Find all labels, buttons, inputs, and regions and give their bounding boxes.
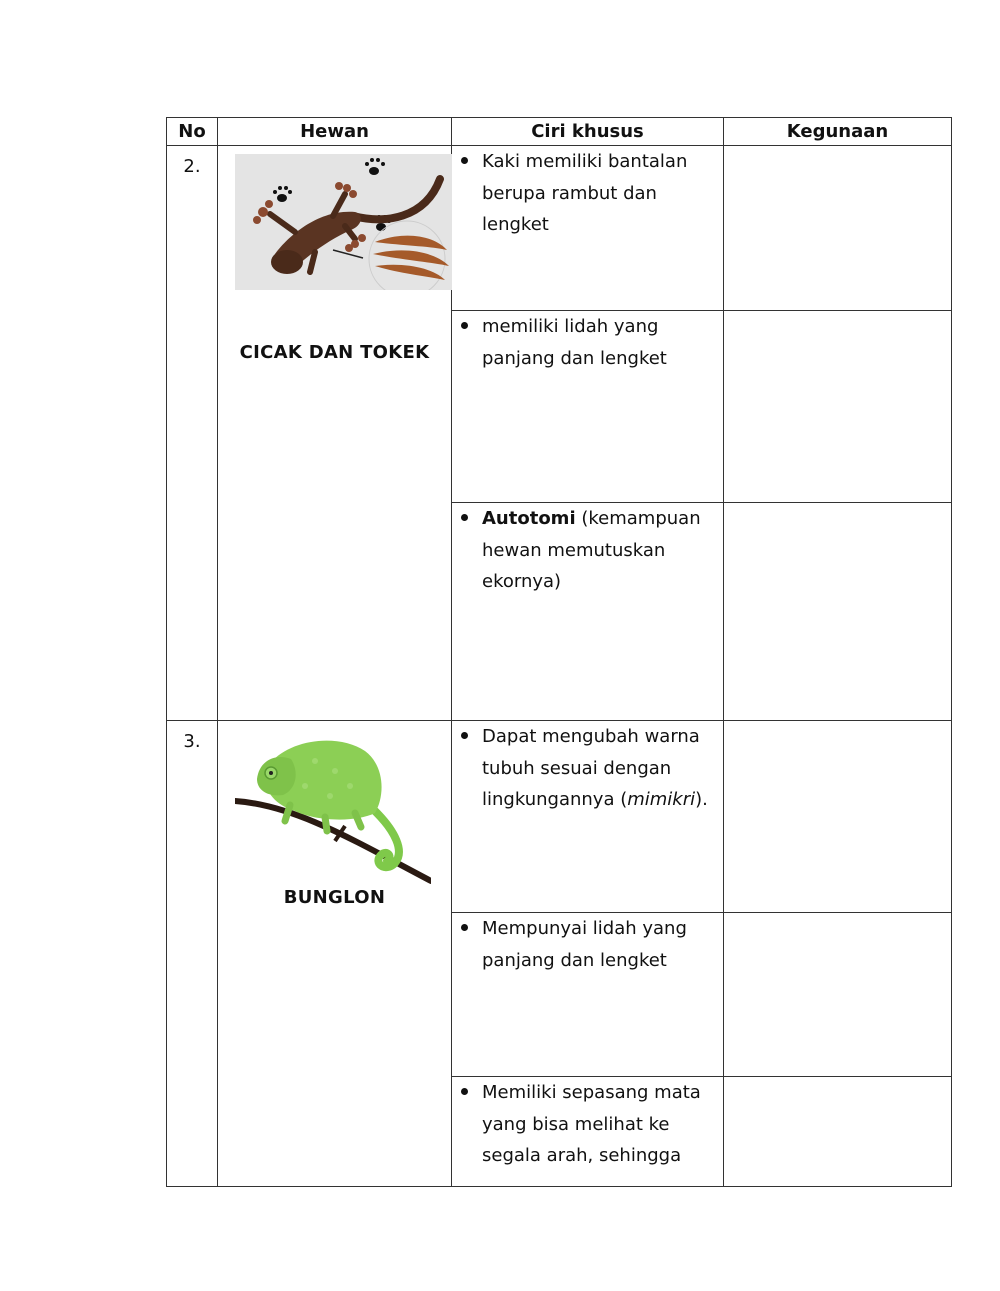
ciri-text: Autotomi (kemampuan hewan memutuskan ekornya) — [482, 508, 701, 592]
row-number: 2. — [167, 146, 218, 721]
kegunaan-cell[interactable] — [724, 503, 952, 721]
bullet-icon — [461, 157, 468, 164]
ciri-khusus-cell — [452, 721, 724, 913]
bullet-icon — [461, 322, 468, 329]
kegunaan-cell[interactable] — [724, 311, 952, 503]
bullet-icon — [461, 1088, 468, 1095]
bullet-icon — [461, 732, 468, 739]
ciri-khusus-cell — [452, 913, 724, 1077]
chameleon-photo-icon — [235, 731, 431, 887]
row-number: 3. — [167, 721, 218, 1187]
ciri-khusus-cell — [452, 311, 724, 503]
header-no: No — [167, 118, 218, 146]
header-kegunaan: Kegunaan — [724, 118, 952, 146]
bullet-icon — [461, 924, 468, 931]
kegunaan-cell[interactable] — [724, 1077, 952, 1187]
kegunaan-cell[interactable] — [724, 913, 952, 1077]
animal-cell — [218, 721, 452, 1187]
ciri-text: Dapat mengubah warna tubuh sesuai dengan lingkungannya (mimikri). — [482, 726, 708, 810]
animal-name: CICAK DAN TOKEK — [239, 342, 430, 363]
ciri-text: Mempunyai lidah yang panjang dan lengket — [482, 918, 687, 971]
ciri-text: Kaki memiliki bantalan berupa rambut dan lengket — [482, 151, 688, 235]
animal-cell — [218, 146, 452, 721]
animal-table — [166, 117, 952, 1187]
ciri-text: memiliki lidah yang panjang dan lengket — [482, 316, 667, 369]
ciri-text: Memiliki sepasang mata yang bisa melihat ke segala arah, sehingga — [482, 1082, 701, 1166]
header-ciri-khusus: Ciri khusus — [452, 118, 724, 146]
header-hewan: Hewan — [218, 118, 452, 146]
bullet-icon — [461, 514, 468, 521]
table-row — [167, 146, 952, 311]
table-row — [167, 721, 952, 913]
animal-name: BUNGLON — [283, 887, 386, 908]
kegunaan-cell[interactable] — [724, 721, 952, 913]
ciri-khusus-cell — [452, 146, 724, 311]
gecko-photo-icon — [235, 154, 452, 290]
header-row — [167, 118, 952, 146]
kegunaan-cell[interactable] — [724, 146, 952, 311]
ciri-khusus-cell — [452, 1077, 724, 1187]
ciri-khusus-cell — [452, 503, 724, 721]
